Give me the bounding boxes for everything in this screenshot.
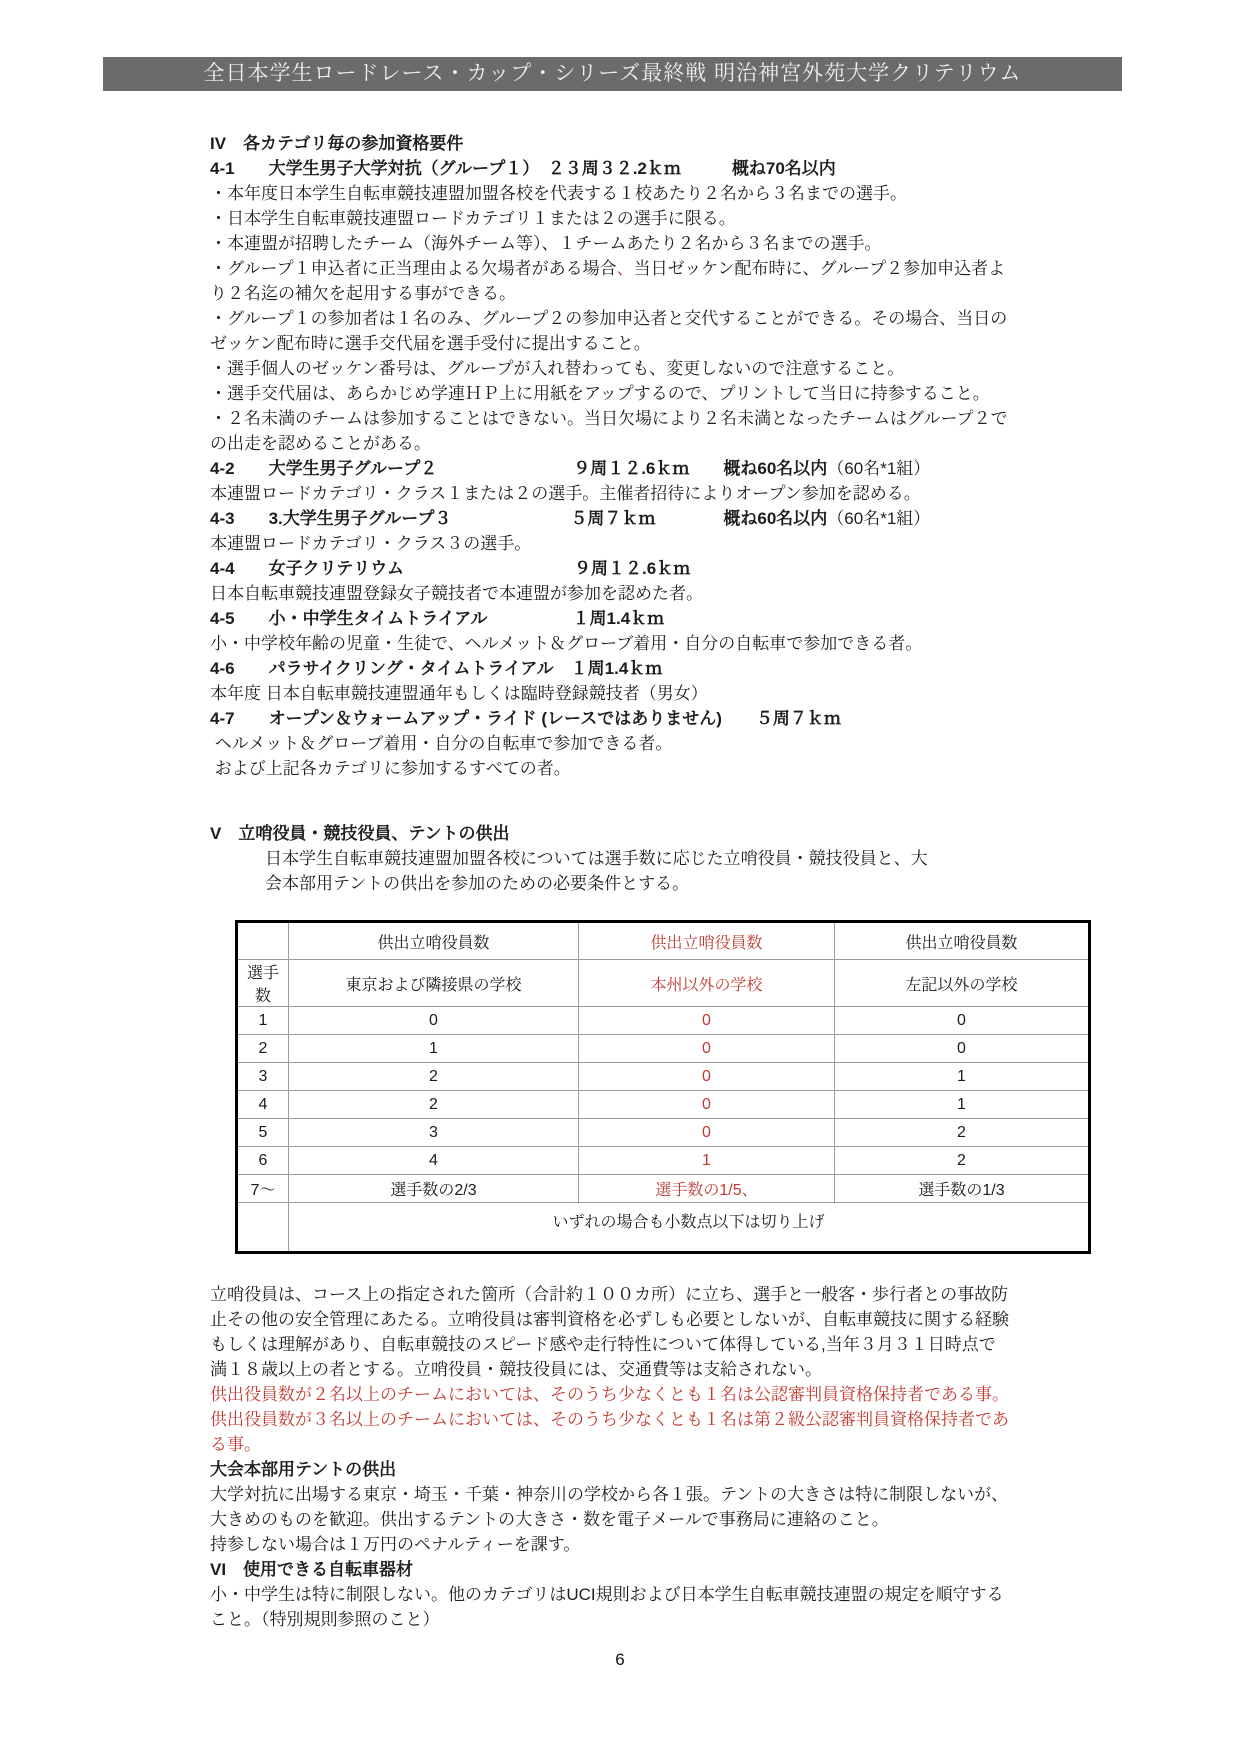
marshal-officials-table (235, 920, 1091, 1254)
text-segment: （60名*1組） (827, 459, 931, 478)
text-line (210, 1357, 1090, 1382)
text-line (210, 231, 1090, 256)
text-line (210, 431, 1090, 456)
text-line (210, 731, 1090, 756)
text-segment: ・選手個人のゼッケン番号は、グループが入れ替わっても、変更しないので注意すること。 (210, 359, 905, 378)
red-text-segment: 供出役員数が３名以上のチームにおいては、そのうち少なくとも１名は第２級公認審判員資格保持者であ (210, 1410, 1009, 1429)
text-segment: IV 各カテゴリ毎の参加資格要件 (210, 134, 464, 153)
officials-table-wrap (235, 920, 1090, 1254)
text-line (210, 256, 1090, 281)
table-cell: 0 (835, 1007, 1090, 1035)
table-cell: 2 (289, 1063, 579, 1091)
text-segment: 本連盟ロードカテゴリ・クラス１または２の選手。主催者招待によりオープン参加を認める。 (210, 484, 921, 503)
table-cell: 選手数の1/3 (835, 1175, 1090, 1203)
table-body (237, 922, 1090, 1253)
table-cell: 0 (579, 1063, 835, 1091)
text-line (210, 846, 1090, 871)
text-segment: 日本自転車競技連盟登録女子競技者で本連盟が参加を認めた者。 (210, 584, 703, 603)
table-row (237, 1035, 1090, 1063)
table-row (237, 1007, 1090, 1035)
section-iv-heading (210, 131, 1090, 156)
table-cell: 選手数の2/3 (289, 1175, 579, 1203)
heading-4-5 (210, 606, 1090, 631)
text-segment: 止その他の安全管理にあたる。立哨役員は審判資格を必ずしも必要としないが、自転車競技に関する経験 (210, 1310, 1009, 1329)
text-segment: ・日本学生自転車競技連盟ロードカテゴリ１または２の選手に限る。 (210, 209, 736, 228)
text-segment: もしくは理解があり、自転車競技のスピード感や走行特性について体得している,当年３月３１日時点で (210, 1335, 996, 1354)
text-segment: 持参しない場合は１万円のペナルティーを課す。 (210, 1535, 581, 1554)
text-segment: ヘルメット＆グローブ着用・自分の自転車で参加できる者。 (210, 734, 673, 753)
table-cell: 供出立哨役員数 (835, 922, 1090, 960)
table-header-row-2 (237, 960, 1090, 1007)
text-line (210, 206, 1090, 231)
text-segment: ・選手交代届は、あらかじめ学連ＨＰ上に用紙をアップするので、プリントして当日に持参すること。 (210, 384, 990, 403)
table-cell: 4 (237, 1091, 289, 1119)
text-line (210, 581, 1090, 606)
text-line (210, 531, 1090, 556)
table-cell (237, 922, 289, 960)
text-segment: 小・中学生は特に制限しない。他のカテゴリはUCI規則および日本学生自転車競技連盟の規定を順守する (210, 1585, 1004, 1604)
text-segment: 本連盟ロードカテゴリ・クラス３の選手。 (210, 534, 532, 553)
table-cell: 供出立哨役員数 (289, 922, 579, 960)
text-line (210, 356, 1090, 381)
text-block (210, 1282, 1090, 1632)
table-cell: 3 (237, 1063, 289, 1091)
text-segment: こと。（特別規則参照のこと） (210, 1610, 440, 1629)
heading-4-6 (210, 656, 1090, 681)
table-cell: 5 (237, 1119, 289, 1147)
text-segment: および上記各カテゴリに参加するすべての者。 (210, 759, 571, 778)
text-line (210, 181, 1090, 206)
text-line (210, 1382, 1090, 1407)
text-segment: ・本連盟が招聘したチーム（海外チーム等）、１チームあたり２名から３名までの選手。 (210, 234, 882, 253)
text-segment: 当日ゼッケン配布時に、グループ２参加申込者よ (633, 259, 1006, 278)
text-segment: 満１８歳以上の者とする。立哨役員・競技役員には、交通費等は支給されない。 (210, 1360, 822, 1379)
text-line (210, 1607, 1090, 1632)
text-segment: 4-3 3.大学生男子グループ３ ５周７ｋｍ 概ね60名以内 (210, 509, 828, 528)
text-segment: 立哨役員は、コース上の指定された箇所（合計約１００カ所）に立ち、選手と一般客・歩行者との事故防 (210, 1285, 1009, 1304)
text-segment: ゼッケン配布時に選手交代届を選手受付に提出すること。 (210, 334, 651, 353)
table-cell: 0 (835, 1035, 1090, 1063)
text-segment: 会本部用テントの供出を参加のための必要条件とする。 (265, 874, 690, 893)
table-cell: 2 (835, 1147, 1090, 1175)
table-cell (237, 1203, 289, 1253)
table-cell: 1 (237, 1007, 289, 1035)
text-segment: ・グループ１申込者に正当理由よる欠場者がある場合 (210, 259, 617, 278)
table-cell: 6 (237, 1147, 289, 1175)
document-content (210, 131, 1090, 1632)
text-block (210, 131, 1090, 896)
table-footer-row (237, 1203, 1090, 1253)
table-cell: 0 (579, 1091, 835, 1119)
text-segment: 4-7 オープン＆ウォームアップ・ライド (レースではありません) ５周７ｋｍ (210, 709, 841, 728)
text-line (210, 1307, 1090, 1332)
header-banner-title: 全日本学生ロードレース・カップ・シリーズ最終戦 明治神宮外苑大学クリテリウム (203, 62, 1022, 85)
table-cell: 0 (579, 1007, 835, 1035)
text-segment: 4-5 小・中学生タイムトライアル １周1.4ｋｍ (210, 609, 665, 628)
heading-4-4 (210, 556, 1090, 581)
table-cell: 1 (289, 1035, 579, 1063)
table-cell: 2 (237, 1035, 289, 1063)
text-segment: 4-1 大学生男子大学対抗（グループ１） ２３周３２.2ｋｍ 概ね70名以内 (210, 159, 836, 178)
table-cell: 7～ (237, 1175, 289, 1203)
table-cell: 3 (289, 1119, 579, 1147)
text-line (210, 1332, 1090, 1357)
table-cell: 0 (289, 1007, 579, 1035)
heading-4-1 (210, 156, 1090, 181)
table-cell: 1 (835, 1063, 1090, 1091)
table-cell: 本州以外の学校 (579, 960, 835, 1007)
table-cell: 選手数 (237, 960, 289, 1007)
text-line (210, 381, 1090, 406)
text-segment: ・２名未満のチームは参加することはできない。当日欠場により２名未満となったチームはグループ２で (210, 409, 1008, 428)
text-segment: の出走を認めることがある。 (210, 434, 431, 453)
text-segment: 4-6 パラサイクリング・タイムトライアル １周1.4ｋｍ (210, 659, 663, 678)
table-cell: 選手数の1/5、 (579, 1175, 835, 1203)
heading-4-2 (210, 456, 1090, 481)
text-line (210, 1407, 1090, 1432)
text-segment: り２名迄の補欠を起用する事ができる。 (210, 284, 516, 303)
table-row (237, 1119, 1090, 1147)
text-segment: 4-2 大学生男子グループ２ ９周１２.6ｋｍ 概ね60名以内 (210, 459, 828, 478)
table-header-row-1 (237, 922, 1090, 960)
heading-4-7 (210, 706, 1090, 731)
table-cell: 1 (835, 1091, 1090, 1119)
table-cell: 供出立哨役員数 (579, 922, 835, 960)
table-row (237, 1063, 1090, 1091)
table-cell: 2 (289, 1091, 579, 1119)
red-text-segment: る事。 (210, 1435, 261, 1454)
text-line (210, 1507, 1090, 1532)
section-vi-heading (210, 1557, 1090, 1582)
table-row (237, 1147, 1090, 1175)
text-segment: 本年度 日本自転車競技連盟通年もしくは臨時登録競技者（男女） (210, 684, 708, 703)
text-line (210, 871, 1090, 896)
table-cell: 東京および隣接県の学校 (289, 960, 579, 1007)
text-segment: V 立哨役員・競技役員、テントの供出 (210, 824, 510, 843)
text-line (210, 481, 1090, 506)
text-segment: 小・中学校年齢の児童・生徒で、ヘルメット＆グローブ着用・自分の自転車で参加できる者。 (210, 634, 923, 653)
text-line (210, 306, 1090, 331)
text-line (210, 1532, 1090, 1557)
header-banner (103, 57, 1122, 91)
table-cell: 4 (289, 1147, 579, 1175)
table-cell: 0 (579, 1119, 835, 1147)
table-cell: 1 (579, 1147, 835, 1175)
text-line (210, 281, 1090, 306)
text-segment: ・本年度日本学生自転車競技連盟加盟各校を代表する１校あたり２名から３名までの選手。 (210, 184, 907, 203)
heading-4-3 (210, 506, 1090, 531)
text-line (210, 331, 1090, 356)
text-line (210, 1432, 1090, 1457)
text-segment: （60名*1組） (827, 509, 931, 528)
text-line (210, 681, 1090, 706)
text-line (210, 631, 1090, 656)
table-cell: 左記以外の学校 (835, 960, 1090, 1007)
table-cell: 0 (579, 1035, 835, 1063)
table-row (237, 1175, 1090, 1203)
text-segment: 4-4 女子クリテリウム ９周１２.6ｋｍ (210, 559, 691, 578)
text-segment: VI 使用できる自転車器材 (210, 1560, 414, 1579)
text-segment: 大会本部用テントの供出 (210, 1460, 397, 1479)
text-line (210, 406, 1090, 431)
text-segment: ・グループ１の参加者は１名のみ、グループ２の参加申込者と交代することができる。その場合、当日の (210, 309, 1008, 328)
text-line (210, 1282, 1090, 1307)
text-segment: 大学対抗に出場する東京・埼玉・千葉・神奈川の学校から各１張。テントの大きさは特に制限しないが、 (210, 1485, 1009, 1504)
text-line (210, 1582, 1090, 1607)
section-v-heading (210, 821, 1090, 846)
text-line (210, 1482, 1090, 1507)
table-row (237, 1091, 1090, 1119)
text-segment: 日本学生自転車競技連盟加盟各校については選手数に応じた立哨役員・競技役員と、大 (265, 849, 928, 868)
tent-heading (210, 1457, 1090, 1482)
page-number: 6 (615, 1650, 625, 1669)
text-segment: 大きめのものを歓迎。供出するテントの大きさ・数を電子メールで事務局に連絡のこと。 (210, 1510, 889, 1529)
table-footer-cell: いずれの場合も小数点以下は切り上げ (289, 1203, 1090, 1253)
red-text-segment: 供出役員数が２名以上のチームにおいては、そのうち少なくとも１名は公認審判員資格保持者である事。 (210, 1385, 1009, 1404)
table-cell: 2 (835, 1119, 1090, 1147)
red-text-segment: 、 (616, 259, 634, 278)
text-line (210, 756, 1090, 781)
